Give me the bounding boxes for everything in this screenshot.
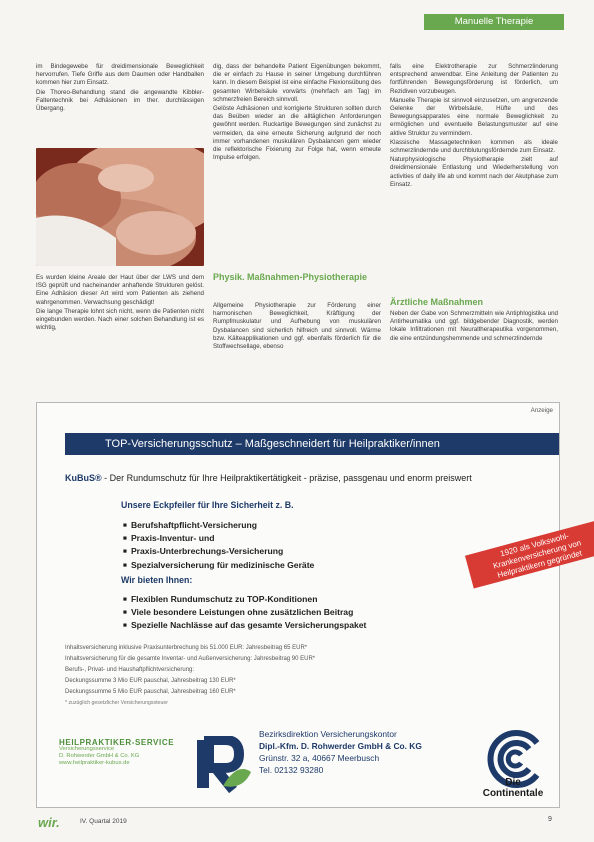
paragraph: im Bindegewebe für dreidimensionale Beweglichkeit hervorrufen. Tiefe Griffe aus dem Daumen oder Handballen kommen hier zum Einsatz. bbox=[36, 63, 204, 87]
list-item: ■ Praxis-Inventur- und bbox=[123, 532, 314, 545]
fine-print-line: Berufs-, Privat- und Haushaftpflichtversicherung: bbox=[65, 667, 195, 673]
pillars-list bbox=[123, 519, 314, 572]
column-3-bottom bbox=[390, 310, 558, 344]
paragraph: Es wurden kleine Areale der Haut über der LWS und dem ISG geprüft und nacheinander anhaftende Strukturen gelöst. Eine Adhäsion dieser Art wird vom Patienten als ziehend wahrgenommen. Verwachsung geschädigt! bbox=[36, 274, 204, 306]
offers-list bbox=[123, 593, 366, 633]
fine-print-line: Deckungssumme 3 Mio EUR pauschal, Jahresbeitrag 130 EUR* bbox=[65, 678, 236, 684]
paragraph: Allgemeine Physiotherapie zur Förderung einer harmonischen Beweglichkeit, Kräftigung der Rumpfmuskulatur und Aufhebung von muskulären Dysbalancen sind sicherlich hilfreich und sinnvoll. Wärme bzw. Kälteapplikationen und ggf. ebenfalls förderlich für die Stoffwechsellage, ebenso bbox=[213, 302, 381, 351]
hp-title: HEILPRAKTIKER-SERVICE bbox=[59, 738, 175, 747]
insurance-advertisement bbox=[36, 402, 583, 808]
heilpraktiker-service-logo bbox=[59, 739, 199, 767]
heading-physio bbox=[213, 272, 381, 282]
offers-title: Wir bieten Ihnen: bbox=[121, 575, 193, 585]
contact-line: Dipl.-Kfm. D. Rohwerder GmbH & Co. KG bbox=[259, 741, 422, 751]
r-leaf-logo bbox=[193, 736, 253, 796]
contact-phone: Tel. 02132 93280 bbox=[259, 765, 324, 775]
list-item: ■ Spezielle Nachlässe auf das gesamte Versicherungspaket bbox=[123, 619, 366, 632]
contact-block bbox=[259, 728, 422, 776]
heading-medical-text: Ärztliche Maßnahmen bbox=[390, 297, 484, 307]
column-2-bottom bbox=[213, 302, 381, 352]
fine-print-note: * zuzüglich gesetzlicher Versicherungssteuer bbox=[65, 700, 168, 706]
column-1-bottom bbox=[36, 274, 204, 333]
list-item: ■ Spezialversicherung für medizinische Geräte bbox=[123, 559, 314, 572]
magazine-logo: wir. bbox=[38, 815, 60, 830]
paragraph: Manuelle Therapie ist sinnvoll einzusetzen, um angrenzende Gelenke der Wirbelsäule, Hüfte und des Bewegungsapparates eine normale Beweglichkeit zu ermöglichen und eventuelle Belastungsmuster auf eine aktive Struktur zu vermindern. bbox=[390, 96, 558, 137]
list-item: ■ Praxis-Unterbrechungs-Versicherung bbox=[123, 545, 314, 558]
column-3-top bbox=[390, 63, 558, 190]
hp-line: Versicherungsservice bbox=[59, 746, 115, 752]
paragraph: Die Thoreo-Behandlung stand die angewandte Kibbler-Faltentechnik bei Adhäsionen im ther. durchlässigen Übergang. bbox=[36, 88, 204, 113]
paragraph: Klassische Massagetechniken kommen als ideale schmerzlindernde und durchblutungsfördernde zum Einsatz. bbox=[390, 138, 558, 155]
heading-medical bbox=[390, 297, 558, 307]
hp-line: D. Rohwerder GmbH & Co. KG bbox=[59, 753, 140, 759]
fine-print-line: Inhaltsversicherung für die gesamte Inventar- und Außenversicherung: Jahresbeitrag 90 EUR* bbox=[65, 656, 316, 662]
paragraph: Neben der Gabe von Schmerzmitteln wie Antiphlogistika und Antirheumatika und ggf. bildgebender Diagnostik, werden lokale Infiltrationen mit Neuraltherapeutika vorgenommen, die eine entzündungshemmende und schmerzlindernde bbox=[390, 310, 558, 342]
tagline-text: - Der Rundumschutz für Ihre Heilpraktikertätigkeit - präzise, passgenau und enorm preiswert bbox=[101, 473, 472, 483]
insurer-line: Die bbox=[505, 777, 521, 788]
hp-line: www.heilpraktiker-kubus.de bbox=[59, 760, 130, 766]
ad-tagline bbox=[65, 473, 559, 483]
founding-stamp: 1920 als Volkswohl-Krankenversicherung von Heilpraktikern gegründet bbox=[465, 519, 594, 588]
issue-label: IV. Quartal 2019 bbox=[80, 818, 127, 825]
ad-banner: TOP-Versicherungsschutz – Maßgeschneidert für Heilpraktiker/innen bbox=[65, 433, 559, 455]
ad-label: Anzeige bbox=[530, 407, 553, 414]
paragraph: falls eine Elektrotherapie zur Schmerzlinderung entsprechend anwendbar. Eine Anleitung der Patienten zu fortführenden Bewegungsförderung ist förderlich, um Rezidiven vorzubeugen. bbox=[390, 63, 558, 95]
page-number: 9 bbox=[548, 816, 552, 823]
continentale-wordmark bbox=[467, 777, 559, 799]
contact-line: Grünstr. 32 a, 40667 Meerbusch bbox=[259, 753, 380, 763]
pillars-title: Unsere Eckpfeiler für Ihre Sicherheit z. B. bbox=[121, 500, 294, 510]
insurer-line: Continentale bbox=[482, 788, 544, 799]
paragraph: dig, dass der behandelte Patient Eigenübungen bekommt, die er einfach zu Hause in seiner Umgebung durchführen kann. In diesem Beispiel ist eine einfache Flexionsübung des gesamten Wirbelsäule vorwärts (mehrfach am Tag) im schmerzfreien Bereich sinnvoll. bbox=[213, 63, 381, 103]
fine-print bbox=[65, 643, 445, 709]
column-2-top bbox=[213, 63, 381, 163]
brand-name: KuBuS® bbox=[65, 473, 102, 483]
fine-print-line: Inhaltsversicherung inklusive Praxisunterbrechung bis 51.000 EUR: Jahresbeitrag 65 EUR* bbox=[65, 645, 308, 651]
section-tag: Manuelle Therapie bbox=[424, 14, 564, 30]
list-item: ■ Berufshaftpflicht-Versicherung bbox=[123, 519, 314, 532]
list-item: ■ Flexiblen Rundumschutz zu TOP-Konditionen bbox=[123, 593, 366, 606]
column-1-top bbox=[36, 63, 204, 114]
paragraph: Die lange Therapie lohnt sich nicht, wenn die Patienten nicht eingebunden werden. Nach einer solchen Behandlung ist es wichtig, bbox=[36, 307, 204, 332]
heading-physio-text: Physik. Maßnahmen-Physiotherapie bbox=[213, 272, 368, 282]
paragraph: Naturphysiologische Physiotherapie zielt auf dreidimensionale Entlastung und Wiederherstellung von activities of daily life ab und kommt nach der Akutphase zum Einsatz. bbox=[390, 156, 558, 188]
treatment-photo-image bbox=[36, 148, 204, 266]
fine-print-line: Deckungssumme 5 Mio EUR pauschal, Jahresbeitrag 160 EUR* bbox=[65, 689, 236, 695]
paragraph: Gelöste Adhäsionen und korrigierte Strukturen sollten durch das Beüben wieder an die alltäglichen Anforderungen gewöhnt werden. Ruckartige Bewegungen sind zunächst zu vermeiden, da eine erneute Sicherung aufgrund der noch immer vorhandenen muskulären Dysbalancen gern wieder die reflektorische Fixierung zur Folge hat, wenn erneute Impulse erfolgen. bbox=[213, 105, 381, 162]
treatment-photo bbox=[36, 148, 204, 266]
contact-line: Bezirksdirektion Versicherungskontor bbox=[259, 729, 397, 739]
list-item: ■ Viele besondere Leistungen ohne zusätzlichen Beitrag bbox=[123, 606, 366, 619]
